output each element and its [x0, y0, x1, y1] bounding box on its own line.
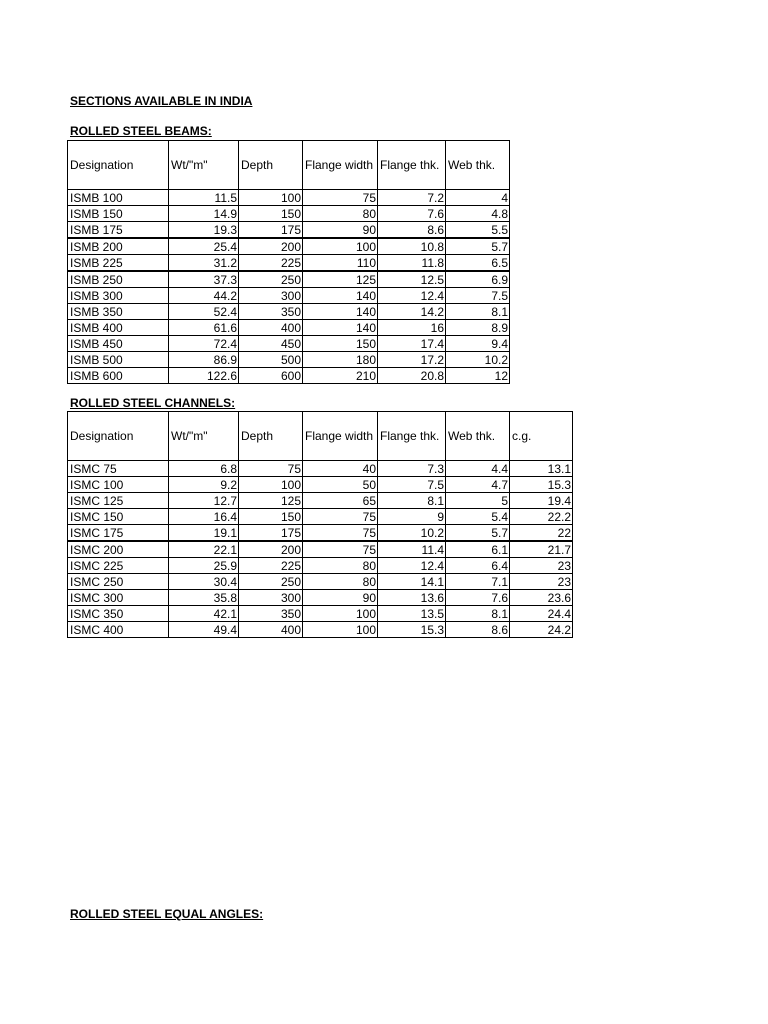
table-row — [68, 606, 573, 622]
row-value-cell: 30.4 — [169, 574, 239, 590]
row-value-cell: 20.8 — [378, 368, 446, 384]
row-value-cell: 122.6 — [169, 368, 239, 384]
row-value-cell: 23.6 — [510, 590, 573, 606]
row-value-cell: 250 — [239, 271, 303, 288]
beams-col-depth: Depth — [239, 141, 303, 190]
row-value-cell: 7.2 — [378, 190, 446, 206]
row-value-cell: 200 — [239, 238, 303, 255]
row-value-cell: 300 — [239, 288, 303, 304]
row-value-cell: 9.4 — [446, 336, 510, 352]
table-row — [68, 622, 573, 638]
row-value-cell: 125 — [239, 493, 303, 509]
row-value-cell: 4.7 — [446, 477, 510, 493]
row-value-cell: 250 — [239, 574, 303, 590]
row-value-cell: 7.3 — [378, 461, 446, 477]
row-value-cell: 24.4 — [510, 606, 573, 622]
row-value-cell: 65 — [303, 493, 378, 509]
row-designation-cell: ISMB 450 — [68, 336, 169, 352]
row-value-cell: 450 — [239, 336, 303, 352]
row-value-cell: 13.5 — [378, 606, 446, 622]
row-value-cell: 49.4 — [169, 622, 239, 638]
row-value-cell: 210 — [303, 368, 378, 384]
row-value-cell: 15.3 — [510, 477, 573, 493]
channels-header-row — [68, 412, 573, 461]
row-designation-cell: ISMB 100 — [68, 190, 169, 206]
table-row — [68, 558, 573, 574]
row-value-cell: 600 — [239, 368, 303, 384]
row-value-cell: 22.2 — [510, 509, 573, 525]
row-value-cell: 16 — [378, 320, 446, 336]
table-row — [68, 368, 510, 384]
row-value-cell: 14.1 — [378, 574, 446, 590]
row-value-cell: 400 — [239, 622, 303, 638]
row-designation-cell: ISMB 250 — [68, 271, 169, 288]
row-value-cell: 7.1 — [446, 574, 510, 590]
row-value-cell: 22.1 — [169, 541, 239, 558]
row-value-cell: 40 — [303, 461, 378, 477]
table-row — [68, 271, 510, 288]
table-row — [68, 574, 573, 590]
row-value-cell: 9 — [378, 509, 446, 525]
row-value-cell: 50 — [303, 477, 378, 493]
row-designation-cell: ISMC 225 — [68, 558, 169, 574]
row-value-cell: 23 — [510, 558, 573, 574]
row-value-cell: 75 — [239, 461, 303, 477]
row-value-cell: 7.5 — [378, 477, 446, 493]
row-value-cell: 4.8 — [446, 206, 510, 222]
row-value-cell: 300 — [239, 590, 303, 606]
row-value-cell: 350 — [239, 606, 303, 622]
table-row — [68, 477, 573, 493]
row-value-cell: 10.2 — [446, 352, 510, 368]
row-value-cell: 5.5 — [446, 222, 510, 239]
row-value-cell: 90 — [303, 590, 378, 606]
row-value-cell: 12.5 — [378, 271, 446, 288]
row-value-cell: 75 — [303, 525, 378, 542]
row-value-cell: 350 — [239, 304, 303, 320]
table-row — [68, 461, 573, 477]
channels-col-designation: Designation — [68, 412, 169, 461]
row-value-cell: 42.1 — [169, 606, 239, 622]
row-value-cell: 6.5 — [446, 255, 510, 272]
beams-body — [68, 190, 510, 384]
row-value-cell: 400 — [239, 320, 303, 336]
row-value-cell: 7.6 — [446, 590, 510, 606]
row-value-cell: 11.5 — [169, 190, 239, 206]
row-value-cell: 100 — [303, 622, 378, 638]
row-value-cell: 72.4 — [169, 336, 239, 352]
row-value-cell: 24.2 — [510, 622, 573, 638]
table-row — [68, 336, 510, 352]
row-value-cell: 5 — [446, 493, 510, 509]
row-value-cell: 7.5 — [446, 288, 510, 304]
row-value-cell: 80 — [303, 574, 378, 590]
row-value-cell: 6.9 — [446, 271, 510, 288]
row-value-cell: 21.7 — [510, 541, 573, 558]
channels-col-flange-thk: Flange thk. — [378, 412, 446, 461]
beams-table — [67, 140, 510, 384]
row-value-cell: 7.6 — [378, 206, 446, 222]
row-value-cell: 12 — [446, 368, 510, 384]
row-value-cell: 175 — [239, 525, 303, 542]
row-value-cell: 8.1 — [378, 493, 446, 509]
row-value-cell: 11.4 — [378, 541, 446, 558]
row-designation-cell: ISMC 200 — [68, 541, 169, 558]
row-value-cell: 8.6 — [378, 222, 446, 239]
row-value-cell: 4.4 — [446, 461, 510, 477]
row-value-cell: 10.8 — [378, 238, 446, 255]
row-designation-cell: ISMC 250 — [68, 574, 169, 590]
row-value-cell: 150 — [303, 336, 378, 352]
row-value-cell: 23 — [510, 574, 573, 590]
row-designation-cell: ISMB 150 — [68, 206, 169, 222]
row-designation-cell: ISMB 200 — [68, 238, 169, 255]
row-designation-cell: ISMC 150 — [68, 509, 169, 525]
row-value-cell: 13.6 — [378, 590, 446, 606]
table-row — [68, 541, 573, 558]
row-value-cell: 19.3 — [169, 222, 239, 239]
row-value-cell: 75 — [303, 190, 378, 206]
row-value-cell: 140 — [303, 320, 378, 336]
row-value-cell: 100 — [303, 606, 378, 622]
row-value-cell: 80 — [303, 558, 378, 574]
row-value-cell: 5.7 — [446, 525, 510, 542]
row-value-cell: 75 — [303, 541, 378, 558]
beams-header-row — [68, 141, 510, 190]
table-row — [68, 525, 573, 542]
row-value-cell: 90 — [303, 222, 378, 239]
table-row — [68, 320, 510, 336]
row-value-cell: 8.1 — [446, 606, 510, 622]
row-value-cell: 200 — [239, 541, 303, 558]
row-value-cell: 180 — [303, 352, 378, 368]
table-row — [68, 288, 510, 304]
beams-col-flange-width: Flange width — [303, 141, 378, 190]
row-designation-cell: ISMC 400 — [68, 622, 169, 638]
row-designation-cell: ISMB 400 — [68, 320, 169, 336]
row-value-cell: 100 — [303, 238, 378, 255]
row-value-cell: 100 — [239, 477, 303, 493]
row-designation-cell: ISMB 500 — [68, 352, 169, 368]
row-value-cell: 52.4 — [169, 304, 239, 320]
row-designation-cell: ISMB 175 — [68, 222, 169, 239]
row-value-cell: 15.3 — [378, 622, 446, 638]
row-value-cell: 35.8 — [169, 590, 239, 606]
row-value-cell: 19.1 — [169, 525, 239, 542]
row-value-cell: 37.3 — [169, 271, 239, 288]
beams-col-weight: Wt/"m" — [169, 141, 239, 190]
row-value-cell: 225 — [239, 558, 303, 574]
table-row — [68, 238, 510, 255]
row-value-cell: 500 — [239, 352, 303, 368]
row-value-cell: 5.4 — [446, 509, 510, 525]
row-value-cell: 86.9 — [169, 352, 239, 368]
table-row — [68, 352, 510, 368]
row-value-cell: 5.7 — [446, 238, 510, 255]
row-designation-cell: ISMB 300 — [68, 288, 169, 304]
row-value-cell: 150 — [239, 509, 303, 525]
table-row — [68, 590, 573, 606]
row-value-cell: 17.4 — [378, 336, 446, 352]
channels-col-cg: c.g. — [510, 412, 573, 461]
table-row — [68, 206, 510, 222]
channels-heading: ROLLED STEEL CHANNELS: — [70, 396, 236, 410]
row-designation-cell: ISMC 100 — [68, 477, 169, 493]
row-value-cell: 175 — [239, 222, 303, 239]
row-value-cell: 13.1 — [510, 461, 573, 477]
row-value-cell: 61.6 — [169, 320, 239, 336]
row-value-cell: 12.4 — [378, 288, 446, 304]
channels-col-depth: Depth — [239, 412, 303, 461]
row-designation-cell: ISMB 350 — [68, 304, 169, 320]
row-value-cell: 14.9 — [169, 206, 239, 222]
row-value-cell: 9.2 — [169, 477, 239, 493]
row-value-cell: 8.9 — [446, 320, 510, 336]
row-value-cell: 150 — [239, 206, 303, 222]
page-title: SECTIONS AVAILABLE IN INDIA — [70, 94, 253, 108]
row-designation-cell: ISMC 175 — [68, 525, 169, 542]
row-value-cell: 12.4 — [378, 558, 446, 574]
channels-col-weight: Wt/"m" — [169, 412, 239, 461]
channels-body — [68, 461, 573, 638]
row-value-cell: 6.8 — [169, 461, 239, 477]
row-value-cell: 10.2 — [378, 525, 446, 542]
row-value-cell: 11.8 — [378, 255, 446, 272]
row-value-cell: 25.4 — [169, 238, 239, 255]
table-row — [68, 304, 510, 320]
row-value-cell: 44.2 — [169, 288, 239, 304]
row-value-cell: 25.9 — [169, 558, 239, 574]
row-designation-cell: ISMC 300 — [68, 590, 169, 606]
row-value-cell: 14.2 — [378, 304, 446, 320]
row-value-cell: 12.7 — [169, 493, 239, 509]
channels-col-flange-width: Flange width — [303, 412, 378, 461]
table-row — [68, 190, 510, 206]
row-value-cell: 6.1 — [446, 541, 510, 558]
row-value-cell: 6.4 — [446, 558, 510, 574]
row-designation-cell: ISMB 600 — [68, 368, 169, 384]
row-value-cell: 225 — [239, 255, 303, 272]
row-value-cell: 125 — [303, 271, 378, 288]
row-designation-cell: ISMC 75 — [68, 461, 169, 477]
row-value-cell: 80 — [303, 206, 378, 222]
beams-col-designation: Designation — [68, 141, 169, 190]
row-value-cell: 100 — [239, 190, 303, 206]
angles-heading: ROLLED STEEL EQUAL ANGLES: — [70, 907, 264, 921]
row-value-cell: 140 — [303, 288, 378, 304]
beams-col-flange-thk: Flange thk. — [378, 141, 446, 190]
row-value-cell: 75 — [303, 509, 378, 525]
table-row — [68, 255, 510, 272]
table-row — [68, 222, 510, 239]
row-value-cell: 140 — [303, 304, 378, 320]
row-value-cell: 110 — [303, 255, 378, 272]
row-value-cell: 16.4 — [169, 509, 239, 525]
row-value-cell: 8.1 — [446, 304, 510, 320]
table-row — [68, 493, 573, 509]
row-value-cell: 8.6 — [446, 622, 510, 638]
row-value-cell: 17.2 — [378, 352, 446, 368]
row-value-cell: 22 — [510, 525, 573, 542]
channels-col-web-thk: Web thk. — [446, 412, 510, 461]
row-value-cell: 31.2 — [169, 255, 239, 272]
row-designation-cell: ISMC 350 — [68, 606, 169, 622]
row-value-cell: 19.4 — [510, 493, 573, 509]
channels-table — [67, 411, 573, 638]
row-value-cell: 4 — [446, 190, 510, 206]
row-designation-cell: ISMB 225 — [68, 255, 169, 272]
beams-col-web-thk: Web thk. — [446, 141, 510, 190]
beams-heading: ROLLED STEEL BEAMS: — [70, 124, 212, 138]
row-designation-cell: ISMC 125 — [68, 493, 169, 509]
table-row — [68, 509, 573, 525]
